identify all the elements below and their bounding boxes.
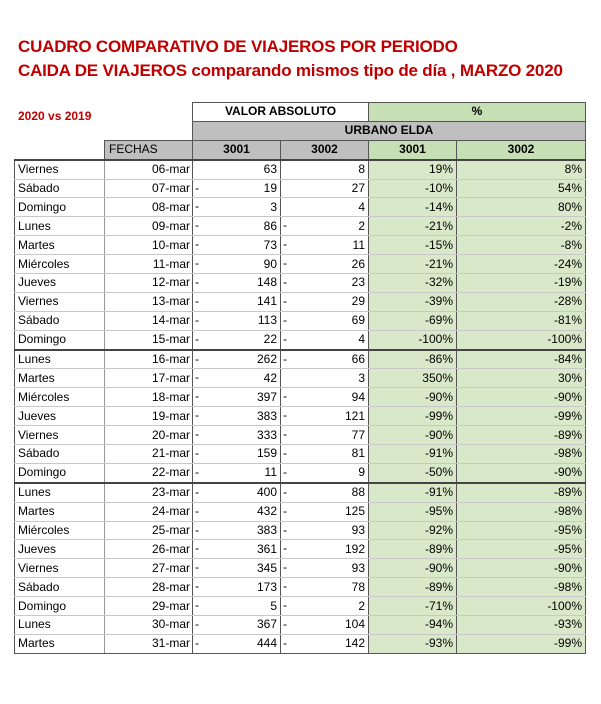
dash-marker: - [283,237,287,252]
table-row [15,388,586,407]
dash-marker: - [195,180,199,195]
value-3001-cell [193,540,281,559]
dash-marker: - [195,370,199,385]
pct-3001-cell: -92% [369,521,457,540]
pct-3001-cell: -21% [369,255,457,274]
comparison-label: 2020 vs 2019 [18,109,92,123]
value-3002: 29 [351,294,365,309]
value-3002: 94 [351,389,365,404]
date-cell: 22-mar [105,463,193,482]
dash-marker: - [195,237,199,252]
day-cell: Martes [15,369,105,388]
pct-3001-cell: -91% [369,445,457,464]
pct-3002-cell: 54% [457,179,586,198]
value-3001: 42 [263,370,277,385]
pct-3002-cell: -100% [457,330,586,349]
percent-header: % [369,103,586,122]
value-3001-cell [193,521,281,540]
value-3002-cell [281,330,369,349]
dash-marker: - [283,293,287,308]
value-3001-cell [193,255,281,274]
value-3002-cell [281,274,369,293]
pct-3002-cell: -98% [457,502,586,521]
value-3002-cell [281,616,369,635]
pct-3002-cell: -93% [457,616,586,635]
pct-3002-cell: -100% [457,597,586,616]
dash-marker: - [195,331,199,346]
table-row [15,311,586,330]
pct-3001-cell: -100% [369,330,457,349]
value-3002-cell [281,311,369,330]
pct-3001-cell: -32% [369,274,457,293]
table-row [15,463,586,482]
dash-marker: - [195,579,199,594]
value-3001-cell [193,274,281,293]
dash-marker: - [195,560,199,575]
day-cell: Miércoles [15,255,105,274]
pct-3001-cell: -39% [369,292,457,311]
dash-marker: - [195,389,199,404]
pct-3001-header: 3001 [369,140,457,159]
value-3002-cell [281,407,369,426]
value-3001: 397 [256,389,277,404]
day-cell: Viernes [15,559,105,578]
day-cell: Lunes [15,483,105,502]
pct-3002-cell: -28% [457,292,586,311]
value-3002-cell [281,483,369,502]
value-3001: 113 [257,313,277,328]
table-row [15,179,586,198]
value-3001: 5 [270,598,277,613]
date-cell: 14-mar [105,311,193,330]
day-cell: Domingo [15,463,105,482]
value-3002-cell [281,463,369,482]
date-cell: 31-mar [105,634,193,653]
dash-marker: - [195,446,199,461]
day-cell: Jueves [15,274,105,293]
value-3002: 23 [351,275,365,290]
travelers-table [14,102,586,654]
pct-3001-cell: -71% [369,597,457,616]
dash-marker: - [195,503,199,518]
value-3002: 4 [358,332,365,347]
value-3001-cell [193,179,281,198]
pct-3001-cell: -89% [369,578,457,597]
pct-3002-cell: -24% [457,255,586,274]
value-3001-cell [193,426,281,445]
value-3001: 383 [256,523,277,538]
value-3001-cell [193,463,281,482]
header-row-3 [15,140,586,159]
value-3002-cell [281,369,369,388]
value-3001: 262 [256,352,277,367]
value-3002-cell [281,292,369,311]
table-row [15,292,586,311]
dash-marker: - [195,312,199,327]
dash-marker: - [283,464,287,479]
value-3002-cell [281,388,369,407]
table-row [15,502,586,521]
table-row [15,616,586,635]
value-3002-cell [281,350,369,369]
value-3002-cell [281,521,369,540]
table-row [15,578,586,597]
dash-marker: - [283,560,287,575]
value-3002: 192 [344,541,365,556]
table-row [15,274,586,293]
dash-marker: - [283,331,287,346]
day-cell: Jueves [15,540,105,559]
pct-3001-cell: -15% [369,236,457,255]
value-3002-cell [281,255,369,274]
date-cell: 26-mar [105,540,193,559]
day-cell: Martes [15,502,105,521]
dash-marker: - [195,522,199,537]
day-cell: Martes [15,634,105,653]
date-cell: 15-mar [105,330,193,349]
value-3002: 8 [358,162,365,177]
dash-marker: - [283,541,287,556]
value-3002: 104 [344,617,365,632]
dash-marker: - [283,275,287,290]
pct-3002-cell: -95% [457,540,586,559]
value-3001-cell [193,578,281,597]
date-cell: 17-mar [105,369,193,388]
value-3002-cell [281,559,369,578]
pct-3001-cell: -99% [369,407,457,426]
pct-3002-cell: -89% [457,426,586,445]
pct-3001-cell: -90% [369,388,457,407]
value-3002: 27 [351,181,365,195]
pct-3002-cell: -98% [457,578,586,597]
value-3002-cell [281,217,369,236]
value-3001-cell [193,502,281,521]
dash-marker: - [283,446,287,461]
value-3001-cell [193,292,281,311]
date-cell: 08-mar [105,198,193,217]
date-cell: 27-mar [105,559,193,578]
value-3001-cell [193,311,281,330]
date-cell: 18-mar [105,388,193,407]
date-cell: 06-mar [105,160,193,179]
date-cell: 09-mar [105,217,193,236]
value-3002: 93 [351,560,365,575]
value-3002: 11 [352,237,365,252]
table-row [15,521,586,540]
report-title: CUADRO COMPARATIVO DE VIAJEROS POR PERIODO [18,37,458,56]
value-3001-cell [193,559,281,578]
value-3001-cell [193,330,281,349]
value-3002: 93 [351,523,365,538]
value-3002-cell [281,578,369,597]
value-3001: 333 [256,427,277,442]
header-row-1 [15,103,586,122]
value-3002-cell [281,502,369,521]
dash-marker: - [195,218,199,233]
table-row [15,407,586,426]
table-row [15,236,586,255]
value-3002-cell [281,198,369,217]
pct-3002-cell: -81% [457,311,586,330]
value-3001: 86 [263,218,277,233]
value-3002: 26 [351,256,365,271]
value-3001: 400 [256,485,277,500]
pct-3001-cell: -86% [369,350,457,369]
value-3002: 77 [351,427,365,442]
day-cell: Sábado [15,578,105,597]
pct-3002-cell: -98% [457,445,586,464]
header-row-2 [15,121,586,140]
dash-marker: - [283,389,287,404]
dash-marker: - [283,579,287,594]
day-cell: Domingo [15,597,105,616]
table-row [15,540,586,559]
pct-3002-cell: 80% [457,198,586,217]
absolute-value-header: VALOR ABSOLUTO [193,103,369,122]
value-3001: 383 [256,408,277,423]
value-3001: 432 [256,504,277,519]
day-cell: Domingo [15,198,105,217]
day-cell: Sábado [15,311,105,330]
value-3001-cell [193,597,281,616]
table-row [15,483,586,502]
table-row [15,445,586,464]
value-3002: 4 [358,199,365,214]
pct-3002-cell: -99% [457,407,586,426]
dash-marker: - [195,275,199,290]
table-row [15,559,586,578]
value-3002-cell [281,634,369,653]
group-header: URBANO ELDA [193,121,586,140]
value-3002: 69 [351,313,365,328]
value-3001: 444 [256,636,277,651]
value-3002: 142 [344,636,365,651]
value-3002-cell [281,445,369,464]
dash-marker: - [195,351,199,366]
dash-marker: - [195,484,199,499]
day-cell: Miércoles [15,388,105,407]
value-3001-cell [193,369,281,388]
pct-3002-cell: -19% [457,274,586,293]
report-subtitle: CAIDA DE VIAJEROS comparando mismos tipo de día , MARZO 2020 [18,61,563,80]
value-3001: 22 [263,332,277,347]
value-3001-cell [193,388,281,407]
date-cell: 16-mar [105,350,193,369]
dash-marker: - [195,408,199,423]
date-cell: 25-mar [105,521,193,540]
date-cell: 12-mar [105,274,193,293]
value-3001: 11 [264,465,277,480]
value-3002: 9 [358,465,365,480]
table-row [15,160,586,179]
pct-3001-cell: 350% [369,369,457,388]
value-3002: 81 [351,446,365,461]
value-3002: 125 [344,504,365,519]
value-3001: 3 [270,199,277,214]
value-3001-cell [193,217,281,236]
date-cell: 13-mar [105,292,193,311]
value-3001: 63 [263,162,277,177]
value-3002-cell [281,236,369,255]
date-cell: 30-mar [105,616,193,635]
pct-3001-cell: -50% [369,463,457,482]
table-row [15,255,586,274]
dash-marker: - [283,522,287,537]
dash-marker: - [195,199,199,214]
pct-3001-cell: 19% [369,160,457,179]
value-3002: 88 [351,485,365,500]
dash-marker: - [283,312,287,327]
pct-3002-cell: -2% [457,217,586,236]
pct-3001-cell: -90% [369,426,457,445]
line-3001-header: 3001 [193,140,281,159]
date-cell: 10-mar [105,236,193,255]
value-3001-cell [193,198,281,217]
pct-3001-cell: -95% [369,502,457,521]
dash-marker: - [195,635,199,650]
pct-3002-cell: 30% [457,369,586,388]
value-3002-cell [281,540,369,559]
dash-marker: - [283,351,287,366]
day-cell: Viernes [15,426,105,445]
value-3001: 159 [256,446,277,461]
day-cell: Miércoles [15,521,105,540]
date-cell: 24-mar [105,502,193,521]
date-cell: 07-mar [105,179,193,198]
pct-3002-cell: -90% [457,559,586,578]
value-3001-cell [193,634,281,653]
day-cell: Sábado [15,179,105,198]
value-3002: 78 [351,579,365,594]
pct-3001-cell: -94% [369,616,457,635]
pct-3002-cell: -90% [457,388,586,407]
day-cell: Lunes [15,616,105,635]
line-3002-header: 3002 [281,140,369,159]
date-cell: 29-mar [105,597,193,616]
dash-marker: - [195,293,199,308]
value-3001: 173 [256,579,277,594]
pct-3002-cell: -99% [457,634,586,653]
day-cell: Sábado [15,445,105,464]
dash-marker: - [283,598,287,613]
value-3002-cell [281,426,369,445]
value-3001: 141 [256,294,277,309]
pct-3001-cell: -14% [369,198,457,217]
value-3001-cell [193,616,281,635]
value-3001: 345 [256,560,277,575]
pct-3001-cell: -10% [369,179,457,198]
pct-3002-cell: -8% [457,236,586,255]
value-3002-cell [281,597,369,616]
dash-marker: - [283,503,287,518]
value-3001: 90 [263,256,277,271]
date-cell: 11-mar [105,255,193,274]
fechas-header: FECHAS [105,140,193,159]
value-3002: 121 [344,408,365,423]
value-3001: 367 [256,617,277,632]
value-3001: 361 [256,541,277,556]
table-row [15,217,586,236]
table-row [15,330,586,349]
value-3001-cell [193,445,281,464]
dash-marker: - [195,541,199,556]
table-row [15,198,586,217]
dash-marker: - [283,408,287,423]
value-3001-cell [193,236,281,255]
value-3002-cell [281,160,369,179]
dash-marker: - [195,464,199,479]
pct-3002-cell: -89% [457,483,586,502]
value-3002: 2 [358,598,365,613]
pct-3001-cell: -89% [369,540,457,559]
table-row [15,426,586,445]
day-cell: Viernes [15,292,105,311]
dash-marker: - [195,617,199,632]
date-cell: 21-mar [105,445,193,464]
value-3001-cell [193,350,281,369]
date-cell: 20-mar [105,426,193,445]
value-3001: 73 [263,237,277,252]
pct-3002-cell: -90% [457,463,586,482]
day-cell: Viernes [15,160,105,179]
dash-marker: - [195,256,199,271]
date-cell: 28-mar [105,578,193,597]
value-3002: 2 [358,218,365,233]
pct-3001-cell: -69% [369,311,457,330]
pct-3002-cell: -95% [457,521,586,540]
pct-3001-cell: -91% [369,483,457,502]
dash-marker: - [283,218,287,233]
date-cell: 23-mar [105,483,193,502]
dash-marker: - [283,484,287,499]
value-3002: 66 [351,352,365,367]
day-cell: Jueves [15,407,105,426]
dash-marker: - [283,635,287,650]
table-row [15,350,586,369]
dash-marker: - [195,427,199,442]
pct-3001-cell: -93% [369,634,457,653]
dash-marker: - [195,598,199,613]
value-3002: 3 [358,370,365,385]
pct-3001-cell: -21% [369,217,457,236]
day-cell: Lunes [15,350,105,369]
date-cell: 19-mar [105,407,193,426]
pct-3002-cell: 8% [457,160,586,179]
pct-3001-cell: -90% [369,559,457,578]
value-3001-cell [193,483,281,502]
dash-marker: - [283,256,287,271]
value-3001-cell [193,160,281,179]
table-row [15,597,586,616]
dash-marker: - [283,427,287,442]
value-3002-cell [281,179,369,198]
pct-3002-cell: -84% [457,350,586,369]
pct-3002-header: 3002 [457,140,586,159]
value-3001-cell [193,407,281,426]
day-cell: Martes [15,236,105,255]
day-cell: Domingo [15,330,105,349]
value-3001: 148 [256,275,277,290]
value-3001: 19 [263,181,277,195]
dash-marker: - [283,617,287,632]
day-cell: Lunes [15,217,105,236]
table-row [15,369,586,388]
table-row [15,634,586,653]
